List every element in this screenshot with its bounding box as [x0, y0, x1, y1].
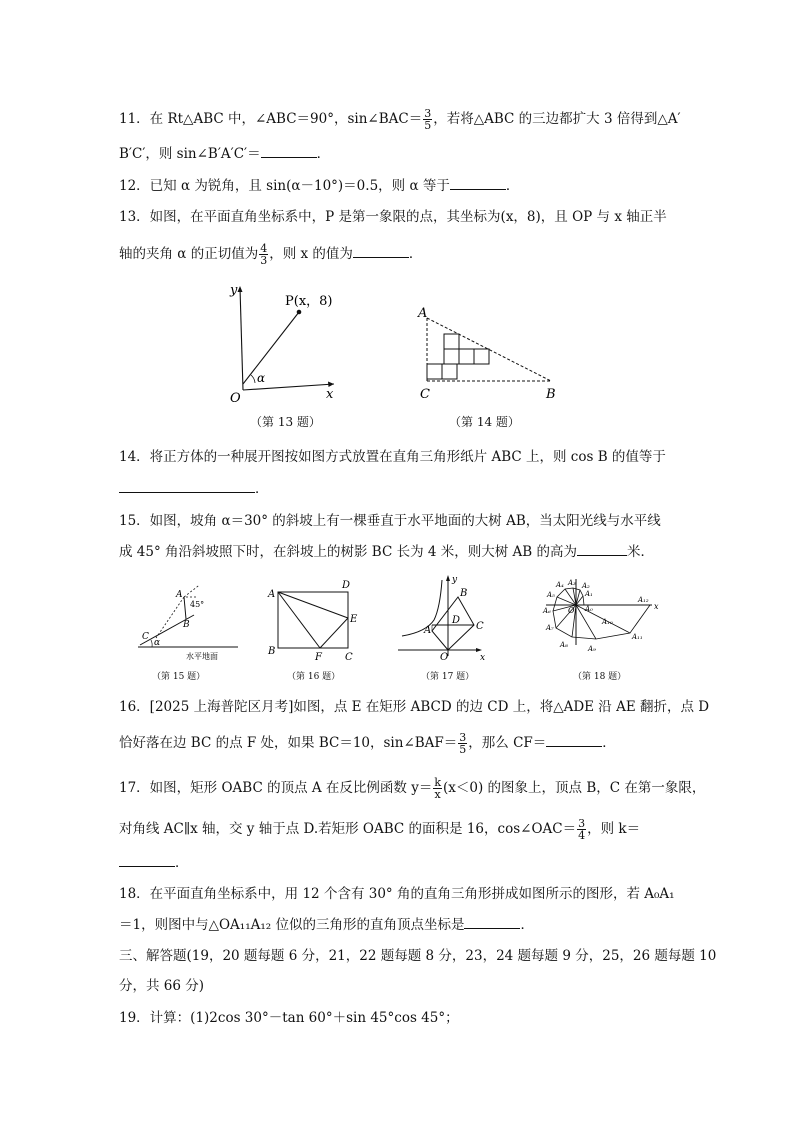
figure-17	[396, 572, 486, 662]
q18-line1	[119, 884, 675, 904]
figure-13	[222, 280, 347, 405]
fig17-caption: （第 17 题）	[421, 672, 475, 682]
q11-answer-blank	[261, 143, 317, 158]
q13-answer-blank	[353, 243, 409, 258]
fig16-b-label: B	[268, 646, 276, 657]
q13-frac-num: 4	[260, 242, 268, 255]
fig16-f-label: F	[315, 652, 322, 663]
fig13-p-label: P(x，8)	[285, 294, 333, 309]
fig18-a7-label: A₇	[546, 624, 554, 632]
fig17-y-label: y	[452, 575, 458, 585]
q13-frac-den: 3	[260, 254, 268, 267]
q12-answer-blank	[450, 175, 506, 190]
fig15-alpha-label: α	[154, 638, 161, 648]
fig16-caption: （第 16 题）	[287, 672, 341, 682]
q17-text-d: ，则 k＝	[587, 821, 641, 837]
q17-frac-den: x	[434, 788, 441, 801]
q12-text-a: 12．已知 α 为锐角，且 sin(α－10°)＝0.5，则 α 等于	[119, 178, 450, 194]
fig18-a4-label: A₄	[556, 581, 564, 589]
q11-text-b: ，若将△ABC 的三边都扩大 3 倍得到△A′	[433, 111, 681, 127]
figure-15	[134, 585, 244, 665]
fig14-b-label: B	[546, 387, 556, 402]
fig17-c-label: C	[476, 621, 484, 632]
q13-line1	[119, 207, 667, 227]
fig17-b-label: B	[460, 588, 468, 599]
q18-text-b: ＝1，则图中与△OA₁₁A₁₂ 位似的三角形的直角顶点坐标是	[119, 917, 465, 933]
q17-line3	[119, 852, 189, 873]
q14-text-a: 14．将正方体的一种展开图按如图方式放置在直角三角形纸片 ABC 上，则 cos B 的值等于	[119, 449, 666, 465]
fig14-c-label: C	[420, 387, 430, 402]
fig16-d-label: D	[342, 580, 351, 591]
fig18-a9-label: A₉	[588, 645, 596, 653]
q18-answer-blank	[464, 914, 520, 929]
q15-answer-blank	[577, 541, 627, 556]
fig18-x-label: x	[654, 602, 659, 611]
q14-answer-blank	[119, 478, 255, 493]
fig14-caption: （第 14 题）	[449, 415, 520, 429]
q17-text-b: (x＜0) 的图象上，顶点 B，C 在第一象限，	[443, 780, 706, 796]
section3-line2	[119, 976, 204, 996]
fig14-a-label: A	[418, 306, 428, 321]
q15-line2	[119, 541, 654, 562]
q13-text-c: ，则 x 的值为	[269, 246, 353, 262]
fig18-a6-label: A₆	[543, 607, 551, 615]
q17-text-c: 对角线 AC∥x 轴，交 y 轴于点 D.若矩形 OABC 的面积是 16，cos∠OAC＝	[119, 821, 577, 837]
fig18-o-label: O	[568, 606, 575, 615]
q17-line1	[119, 777, 705, 800]
fig15-a-label: A	[176, 590, 183, 600]
figure-18	[540, 575, 665, 660]
q16-line2	[119, 732, 616, 755]
section3-line1	[119, 946, 716, 966]
figure-16	[264, 578, 364, 663]
fig15-angle-label: 45°	[190, 600, 205, 609]
fig15-c-label: C	[142, 632, 149, 642]
q17-fraction-cos	[577, 818, 586, 841]
fig18-a1-label: A₁	[585, 590, 593, 598]
q11-fraction	[423, 108, 432, 131]
fig16-a-label: A	[268, 589, 276, 600]
fig13-y-label: y	[230, 283, 238, 298]
fig17-o-label: O	[440, 652, 449, 662]
q13-text-d: ．	[408, 246, 423, 262]
q11-frac-num: 3	[424, 107, 432, 120]
q17-frac2-num: 3	[578, 817, 586, 830]
figure-14	[415, 300, 565, 405]
q17-frac-num: k	[434, 776, 441, 789]
q14-text-b: ．	[255, 481, 269, 497]
q16-text-d: ．	[602, 735, 616, 751]
fig13-o-label: O	[230, 391, 241, 405]
q18-text-a: 18．在平面直角坐标系中，用 12 个含有 30° 角的直角三角形拼成如图所示的图形，若 A₀A₁	[119, 886, 675, 902]
section3-text-a: 三、解答题(19，20 题每题 6 分，21，22 题每题 8 分，23，24 题每题 9 分，25，26 题每题 10	[119, 948, 717, 964]
q12-text-b: ．	[505, 178, 520, 194]
q16-frac-den: 5	[459, 743, 467, 756]
fig18-a11-label: A₁₁	[632, 633, 643, 641]
q16-text-b: 恰好落在边 BC 的点 F 处，如果 BC＝10，sin∠BAF＝	[119, 735, 458, 751]
fig17-x-label: x	[480, 653, 486, 662]
fig18-a8-label: A₈	[560, 641, 568, 649]
q18-text-c: ．	[520, 917, 534, 933]
q11-text-d: ．	[316, 146, 331, 162]
q17-text-a: 17．如图，矩形 OABC 的顶点 A 在反比例函数 y＝	[119, 780, 433, 796]
q17-line2	[119, 818, 640, 841]
q15-text-c: 米．	[627, 544, 655, 560]
q16-frac-num: 3	[459, 731, 467, 744]
q11-text-c: B′C′，则 sin∠B′A′C′＝	[119, 146, 261, 162]
section3-text-b: 分，共 66 分)	[119, 978, 205, 994]
q16-fraction	[458, 732, 467, 755]
fig18-a10-label: A₁₀	[602, 618, 613, 626]
q13-fraction	[259, 243, 268, 266]
q16-text-c: ，那么 CF＝	[468, 735, 547, 751]
fig17-a-label: A	[424, 625, 432, 636]
fig18-caption: （第 18 题）	[573, 672, 627, 682]
q17-frac2-den: 4	[578, 829, 586, 842]
q13-text-b: 轴的夹角 α 的正切值为	[119, 246, 259, 262]
fig18-a2-label: A₂	[582, 582, 590, 590]
q17-answer-blank	[119, 852, 175, 867]
q19-line1	[119, 1008, 459, 1028]
q16-line1	[119, 697, 709, 717]
q15-line1	[119, 511, 661, 531]
q17-text-e: ．	[175, 855, 189, 871]
fig13-caption: （第 13 题）	[250, 415, 321, 429]
q11-text-a: 11．在 Rt△ABC 中，∠ABC＝90°，sin∠BAC＝	[119, 111, 423, 127]
fig15-caption: （第 15 题）	[152, 672, 206, 682]
q16-answer-blank	[546, 732, 602, 747]
fig18-a0-label: A₀	[585, 605, 593, 613]
fig13-x-label: x	[326, 387, 334, 402]
fig17-d-label: D	[452, 615, 461, 626]
q13-line2	[119, 243, 422, 266]
fig16-e-label: E	[350, 614, 358, 625]
fig18-a12-label: A₁₂	[638, 596, 649, 604]
q11-frac-den: 5	[424, 119, 432, 132]
q14-line1	[119, 447, 666, 467]
q15-text-a: 15．如图，坡角 α＝30° 的斜坡上有一棵垂直于水平地面的大树 AB，当太阳光线与水平线	[119, 513, 661, 529]
q11-line1	[119, 108, 681, 131]
fig16-c-label: C	[345, 652, 353, 663]
q11-line2	[119, 143, 330, 164]
q16-text-a: 16．[2025 上海普陀区月考]如图，点 E 在矩形 ABCD 的边 CD 上，将△ADE 沿 AE 翻折，点 D	[119, 699, 710, 715]
q14-line2	[119, 478, 269, 499]
fig15-ground-label: 水平地面	[186, 652, 218, 661]
fig18-a5-label: A₅	[547, 591, 555, 599]
q13-text-a: 13．如图，在平面直角坐标系中，P 是第一象限的点，其坐标为(x，8)，且 OP 与 x 轴正半	[119, 209, 667, 225]
fig18-a3-label: A₃	[568, 579, 576, 587]
q19-text-a: 19．计算：(1)2cos 30°－tan 60°＋sin 45°cos 45°；	[119, 1010, 459, 1026]
q12-line1	[119, 175, 519, 196]
fig13-alpha-label: α	[257, 371, 266, 385]
q15-text-b: 成 45° 角沿斜坡照下时，在斜坡上的树影 BC 长为 4 米，则大树 AB 的高为	[119, 544, 578, 560]
q17-fraction-kx	[433, 777, 442, 800]
fig15-b-label: B	[183, 620, 190, 630]
q18-line2	[119, 914, 534, 935]
